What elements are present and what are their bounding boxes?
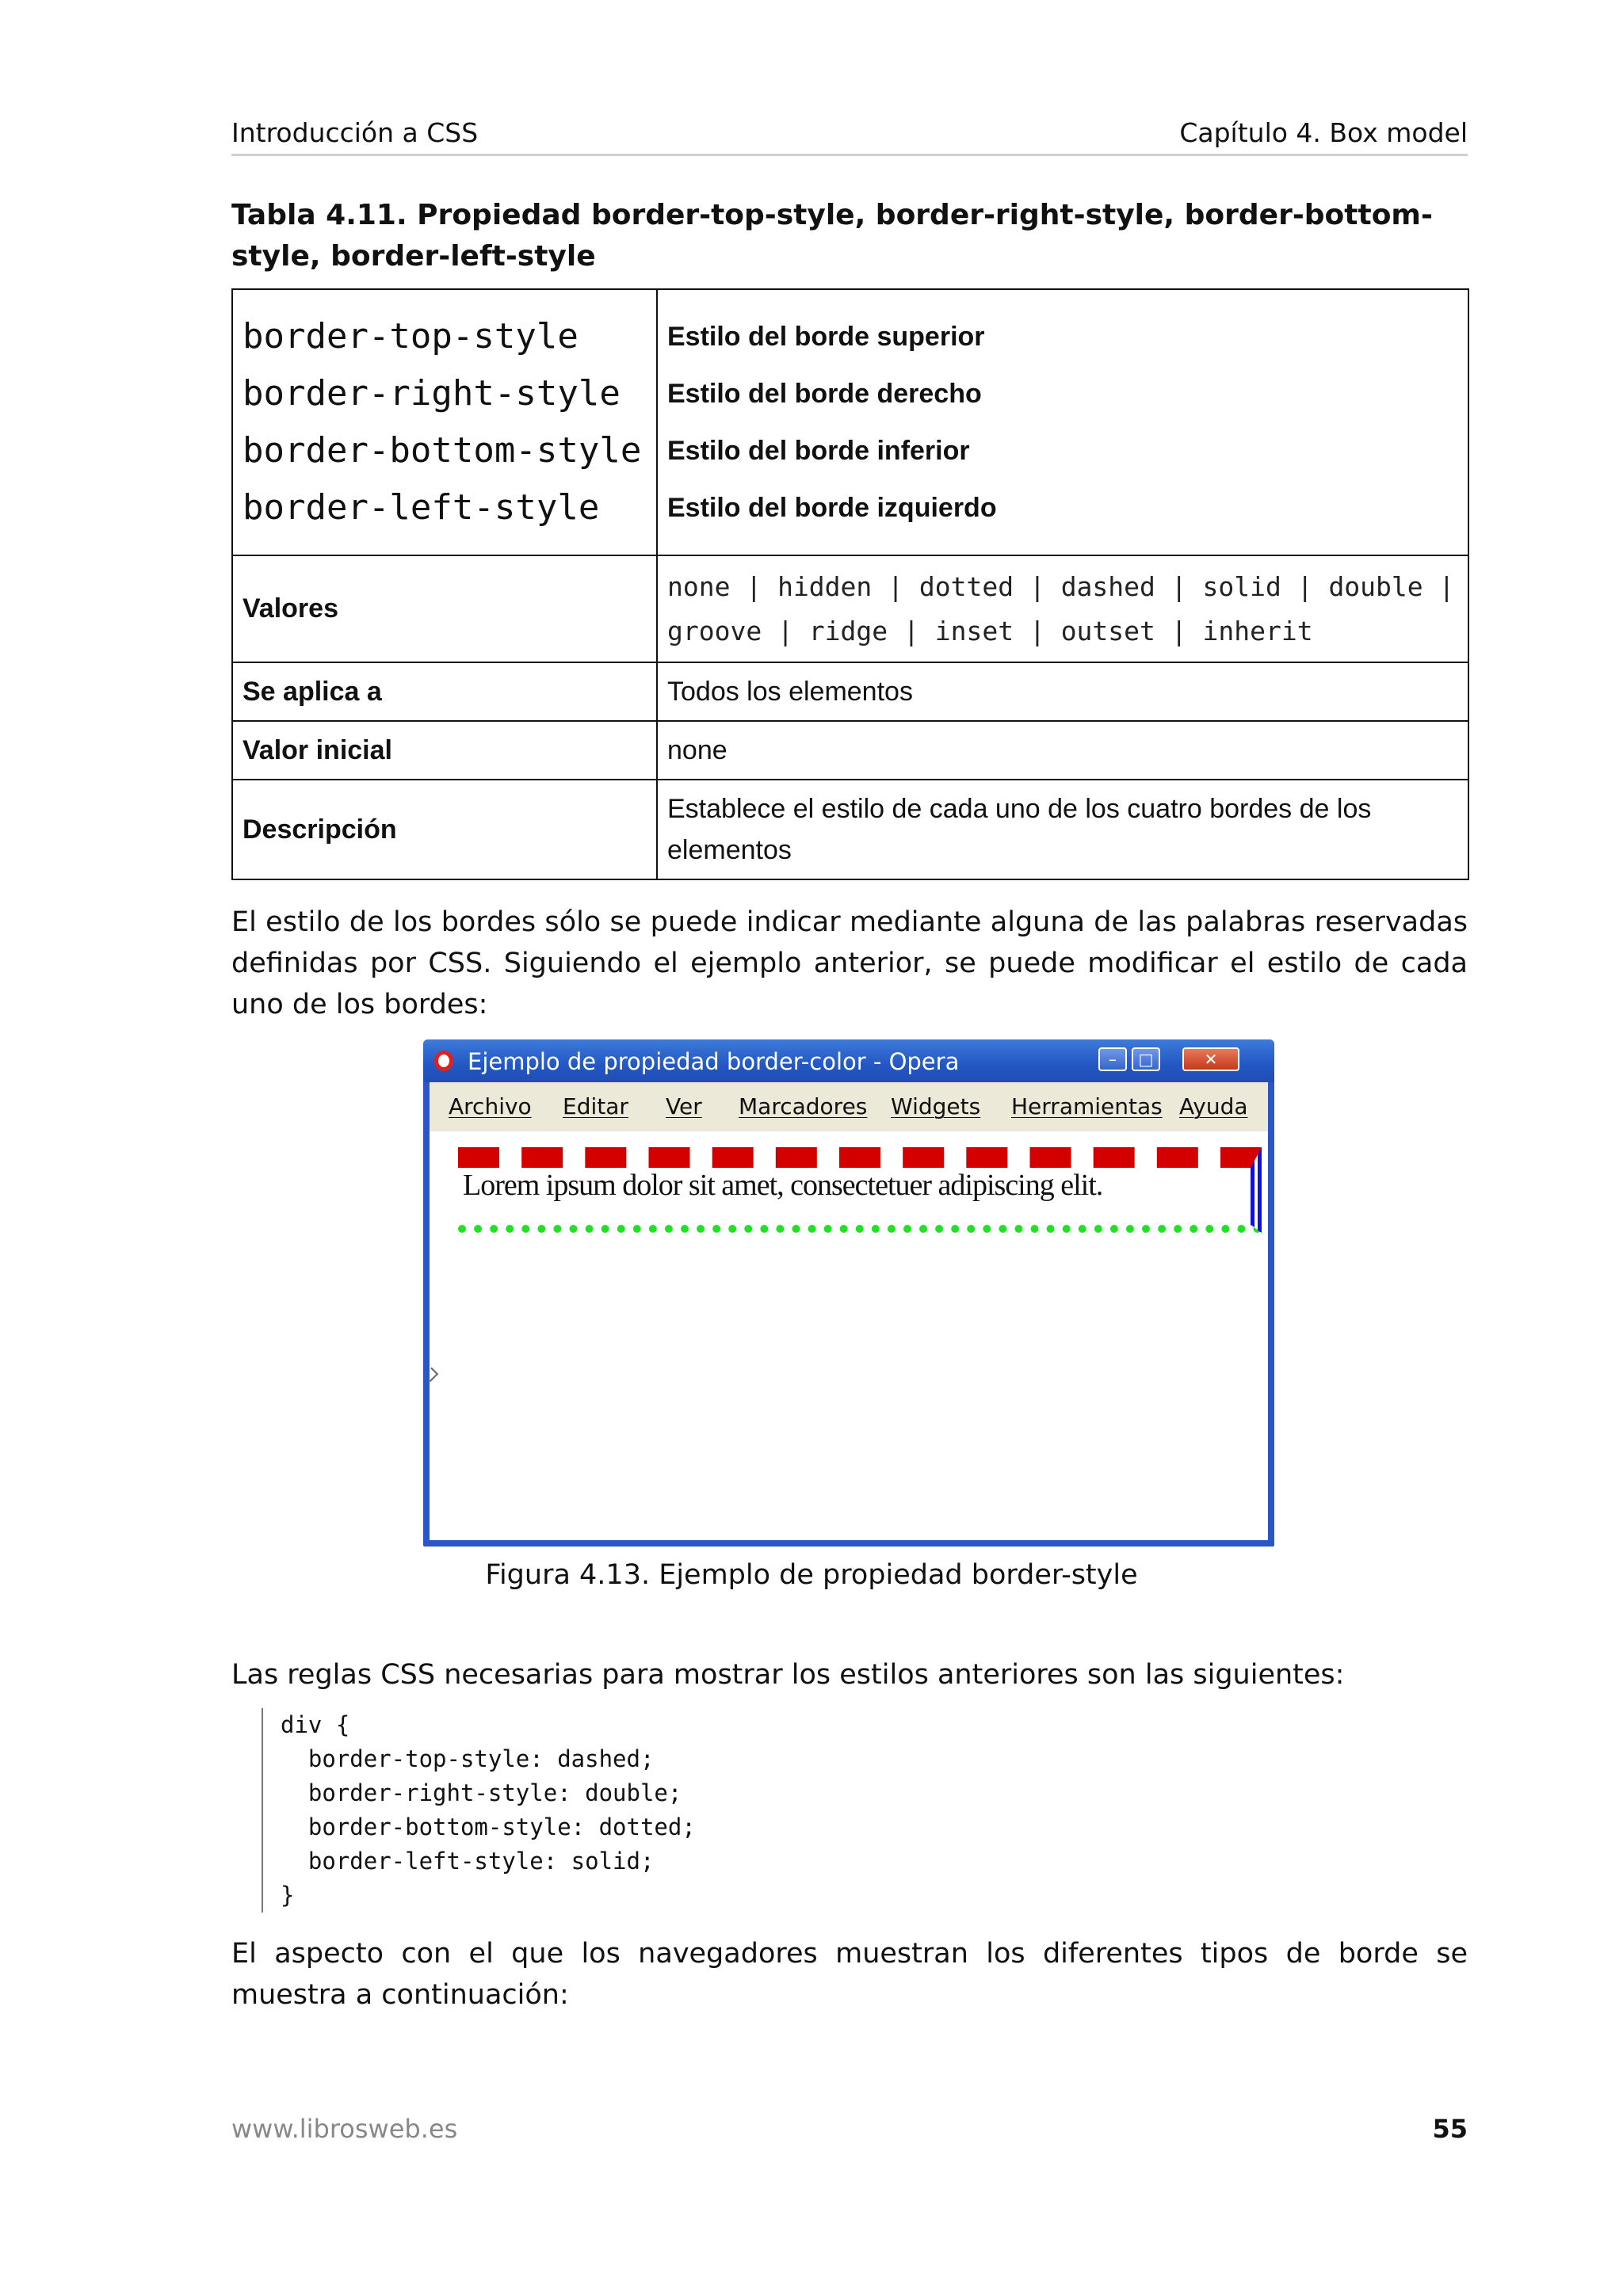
code-line: border-top-style: dashed; — [281, 1745, 655, 1772]
menu-bar — [430, 1082, 1268, 1131]
aplica-label: Se aplica a — [232, 662, 657, 721]
window-client-area — [430, 1082, 1268, 1540]
code-line: border-bottom-style: dotted; — [281, 1814, 696, 1840]
menu-ayuda[interactable]: Ayuda — [1179, 1093, 1248, 1119]
minimize-icon[interactable]: – — [1098, 1047, 1127, 1071]
table-row — [232, 555, 1468, 662]
inicial-value: none — [657, 721, 1468, 780]
table-caption: Tabla 4.11. Propiedad border-top-style, border-right-style, border-bottom-style, border-left-style — [231, 199, 1433, 273]
table-row — [232, 289, 1468, 555]
code-block — [262, 1708, 696, 1913]
body-paragraph: El aspecto con el que los navegadores muestran los diferentes tipos de borde se muestra a continuación: — [231, 1938, 1468, 2011]
header-book-title: Introducción a CSS — [231, 117, 479, 148]
property-name: border-top-style — [242, 316, 579, 357]
property-description: Estilo del borde inferior — [667, 436, 970, 466]
property-name: border-right-style — [242, 373, 621, 414]
demo-text: Lorem ipsum dolor sit amet, consectetuer adipiscing elit. — [463, 1169, 1103, 1202]
body-paragraph: Las reglas CSS necesarias para mostrar los estilos anteriores son las siguientes: — [231, 1659, 1345, 1691]
descripcion-label: Descripción — [232, 780, 657, 879]
header-chapter: Capítulo 4. Box model — [1179, 117, 1468, 148]
property-description: Estilo del borde izquierdo — [667, 493, 997, 523]
window-titlebar — [423, 1039, 1274, 1082]
code-line: div { — [281, 1711, 350, 1738]
inicial-label: Valor inicial — [232, 721, 657, 780]
page-number: 55 — [1432, 2114, 1468, 2144]
menu-editar[interactable]: Editar — [563, 1093, 628, 1119]
browser-window-figure — [423, 1039, 1274, 1547]
figure-caption: Figura 4.13. Ejemplo de propiedad border-style — [485, 1559, 1138, 1591]
table-row — [232, 662, 1468, 721]
menu-ver[interactable]: Ver — [666, 1093, 702, 1119]
menu-widgets[interactable]: Widgets — [891, 1093, 981, 1119]
panel-toggle-icon[interactable] — [424, 1367, 438, 1382]
table-row — [232, 780, 1468, 879]
code-line: } — [281, 1882, 295, 1909]
table-row — [232, 721, 1468, 780]
property-description: Estilo del borde derecho — [667, 379, 982, 409]
property-names-cell — [232, 289, 657, 555]
property-table — [231, 288, 1469, 880]
valores-label: Valores — [232, 555, 657, 662]
body-paragraph: El estilo de los bordes sólo se puede indicar mediante alguna de las palabras reservadas definidas por CSS. Siguiendo el ejemplo anterior, se puede modificar el estilo de cada uno de los bordes: — [231, 906, 1468, 1020]
menu-marcadores[interactable]: Marcadores — [739, 1093, 868, 1119]
opera-logo-icon — [434, 1051, 453, 1071]
menu-herramientas[interactable]: Herramientas — [1011, 1093, 1163, 1119]
valores-value — [657, 555, 1468, 662]
footer-site[interactable]: www.librosweb.es — [231, 2114, 458, 2144]
code-line: border-left-style: solid; — [281, 1848, 655, 1875]
property-description: Estilo del borde superior — [667, 322, 985, 352]
page-viewport — [430, 1131, 1268, 1540]
valores-line: groove | ridge | inset | outset | inherit — [667, 615, 1313, 646]
menu-archivo[interactable]: Archivo — [449, 1093, 532, 1119]
valores-line: none | hidden | dotted | dashed | solid | double | — [667, 570, 1455, 602]
descripcion-value: Establece el estilo de cada uno de los cuatro bordes de los elementos — [657, 780, 1468, 879]
property-name: border-left-style — [242, 487, 600, 528]
code-line: border-right-style: double; — [281, 1779, 682, 1806]
header-divider — [231, 154, 1468, 156]
window-title: Ejemplo de propiedad border-color - Opera — [468, 1048, 960, 1075]
maximize-icon[interactable]: □ — [1132, 1047, 1160, 1071]
aplica-value: Todos los elementos — [657, 662, 1468, 721]
close-icon[interactable]: ✕ — [1182, 1047, 1239, 1071]
property-name: border-bottom-style — [242, 430, 642, 471]
property-descriptions-cell — [657, 289, 1468, 555]
